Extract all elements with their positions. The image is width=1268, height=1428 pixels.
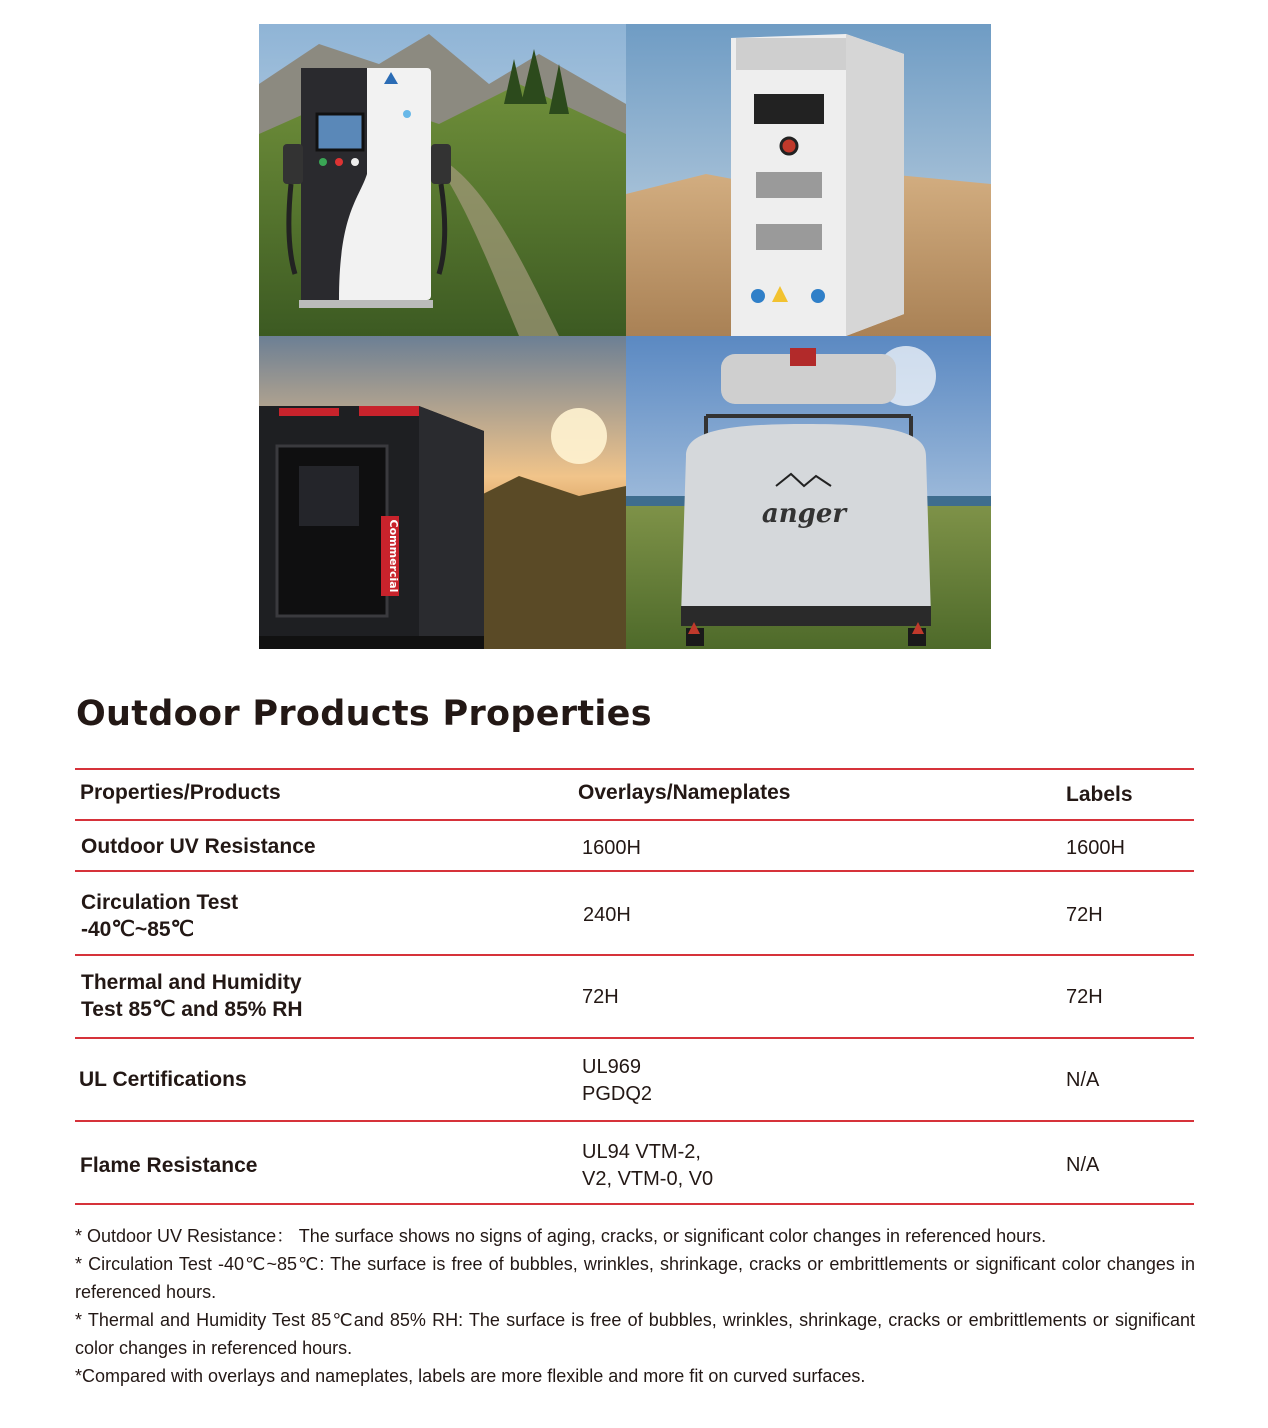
table-row-labels: N/A (1066, 1154, 1100, 1176)
table-row-labels: 72H (1066, 904, 1103, 926)
footnotes (75, 1222, 1195, 1390)
table-divider (75, 819, 1194, 821)
page-title: Outdoor Products Properties (76, 694, 652, 734)
ev-charger-photo (259, 24, 626, 336)
table-row-property: Flame Resistance (80, 1154, 258, 1177)
table-row-overlays: UL969 (582, 1056, 641, 1078)
header-overlays: Overlays/Nameplates (578, 781, 791, 804)
table-divider (75, 1037, 1194, 1039)
table-row-overlays: V2, VTM-0, V0 (582, 1168, 714, 1190)
table-row-labels: 1600H (1066, 837, 1125, 859)
battery-pack-photo (259, 336, 626, 649)
footnote: *Compared with overlays and nameplates, labels are more flexible and more fit on curved surfaces. (75, 1366, 866, 1386)
header-labels: Labels (1066, 783, 1133, 806)
table-row-property: Thermal and Humidity (81, 971, 302, 994)
header-properties: Properties/Products (80, 781, 281, 804)
footnote: * Thermal and Humidity Test 85℃and 85% RH: The surface is free of bubbles, wrinkles, shrinkage, cracks or embrittlements or significant color changes in referenced hours. (75, 1310, 1195, 1358)
charging-cabinet-photo (626, 24, 991, 336)
camper-trailer-photo (626, 336, 991, 649)
table-divider (75, 768, 1194, 770)
table-row-overlays: UL94 VTM-2, (582, 1141, 701, 1163)
table-row-property: UL Certifications (79, 1068, 247, 1091)
table-divider (75, 1120, 1194, 1122)
footnote: * Circulation Test -40℃~85℃: The surface is free of bubbles, wrinkles, shrinkage, cracks or embrittlements or significant color changes in referenced hours. (75, 1254, 1195, 1302)
table-row-property: Test 85℃ and 85% RH (81, 998, 303, 1021)
table-row-overlays: 72H (582, 986, 619, 1008)
table-divider (75, 1203, 1194, 1205)
table-divider (75, 954, 1194, 956)
table-row-overlays: PGDQ2 (582, 1083, 653, 1105)
table-row-property: Circulation Test (81, 891, 239, 914)
footnote: * Outdoor UV Resistance： The surface shows no signs of aging, cracks, or significant color changes in referenced hours. (75, 1226, 1047, 1246)
commercial-badge: Commercial (387, 519, 400, 593)
table-row-overlays: 240H (583, 904, 631, 926)
table-row-labels: 72H (1066, 986, 1103, 1008)
table-row-overlays: 1600H (582, 837, 641, 859)
table-row-property: -40℃~85℃ (81, 918, 195, 941)
trailer-logo: anger (761, 499, 847, 529)
product-photo-collage (259, 24, 991, 649)
table-divider (75, 870, 1194, 872)
table-row-labels: N/A (1066, 1069, 1100, 1091)
table-row-property: Outdoor UV Resistance (81, 835, 316, 858)
